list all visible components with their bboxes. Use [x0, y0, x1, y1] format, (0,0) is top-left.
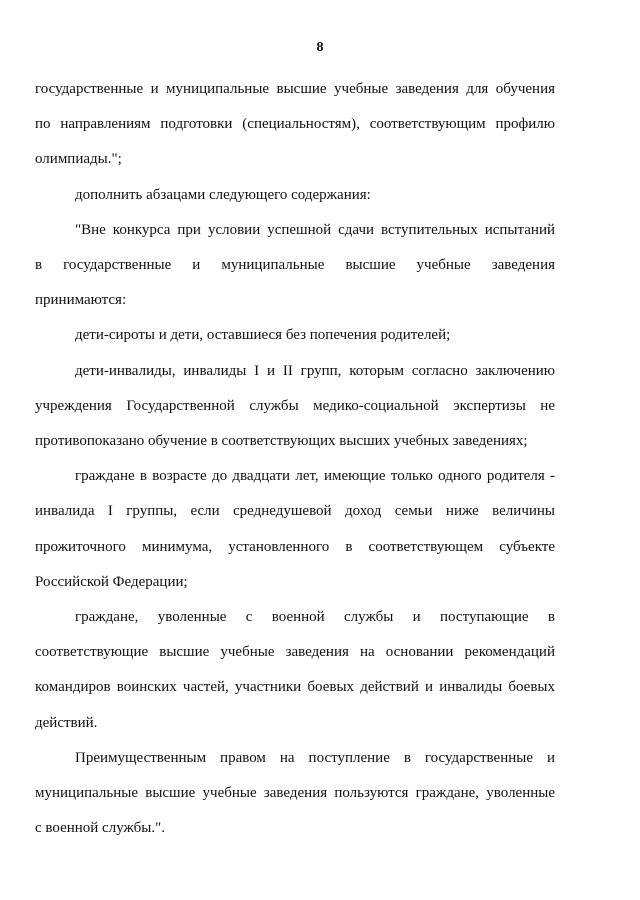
text-line: олимпиады."; — [35, 151, 122, 168]
paragraph-orphans — [35, 318, 555, 353]
text-line: инвалида I группы, если среднедушевой доход семьи ниже величины — [35, 503, 555, 520]
text-line: Преимущественным правом на поступление в государственные и — [75, 749, 555, 766]
text-line: дети-инвалиды, инвалиды I и II групп, которым согласно заключению — [75, 362, 555, 379]
text-line: Российской Федерации; — [35, 573, 188, 590]
text-line: муниципальные высшие учебные заведения пользуются граждане, уволенные — [35, 785, 555, 802]
text-line: граждане в возрасте до двадцати лет, имеющие только одного родителя - — [75, 468, 555, 485]
text-line: граждане, уволенные с военной службы и поступающие в — [75, 609, 555, 626]
paragraph-preferential-right — [35, 741, 555, 847]
text-line: по направлениям подготовки (специальностям), соответствующим профилю — [35, 116, 555, 133]
text-line: противопоказано обучение в соответствующих высших учебных заведениях; — [35, 433, 528, 450]
text-line: прожиточного минимума, установленного в соответствующем субъекте — [35, 538, 555, 555]
text-line: "Вне конкурса при условии успешной сдачи вступительных испытаний — [75, 221, 555, 238]
text-line: командиров воинских частей, участники боевых действий и инвалиды боевых — [35, 679, 555, 696]
text-line: действий. — [35, 714, 98, 731]
paragraph-military-discharged — [35, 600, 555, 741]
text-line: дети-сироты и дети, оставшиеся без попечения родителей; — [75, 327, 451, 344]
text-line: принимаются: — [35, 292, 127, 309]
paragraph-supplement-intro — [35, 178, 555, 213]
text-line: в государственные и муниципальные высшие учебные заведения — [35, 257, 555, 274]
paragraph-olympiad-continuation — [35, 72, 555, 178]
text-line: дополнить абзацами следующего содержания: — [75, 186, 371, 203]
paragraph-single-parent — [35, 459, 555, 600]
paragraph-disabled — [35, 354, 555, 460]
text-line: государственные и муниципальные высшие учебные заведения для обучения — [35, 81, 555, 97]
text-line: учреждения Государственной службы медико-социальной экспертизы не — [35, 397, 555, 414]
text-line: соответствующие высшие учебные заведения на основании рекомендаций — [35, 644, 555, 661]
paragraph-outside-competition — [35, 213, 555, 319]
text-line: с военной службы.". — [35, 820, 166, 837]
document-body — [35, 72, 555, 846]
page-number: 8 — [316, 40, 324, 55]
